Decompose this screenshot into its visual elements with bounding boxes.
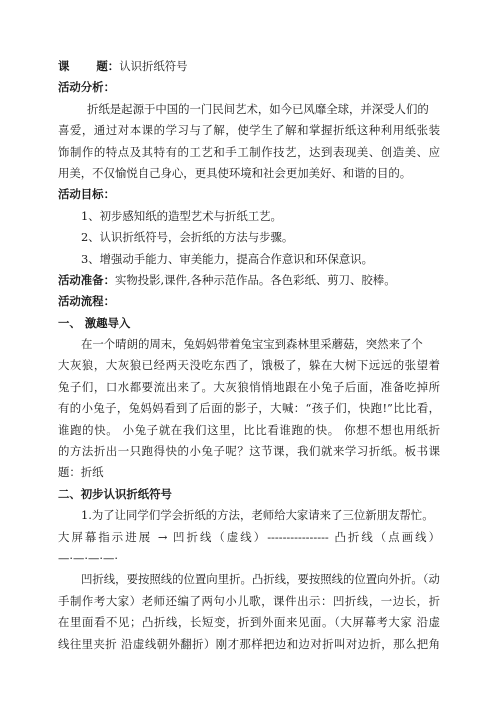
section1-line: 题：折纸 xyxy=(58,465,104,480)
goal-item: 2、认识折纸符号，会折纸的方法与步骤。 xyxy=(81,230,294,245)
section1-line: 兔子们，口水都要流出来了。大灰狼悄悄地跟在小兔子后面，准备吃掉所 xyxy=(58,379,440,394)
section2-heading: 二、初步认识折纸符号 xyxy=(58,486,172,501)
section2-line: 在里面看不见；凸折线，长短变，折到外面来见面。（大屏幕考大家 沿虚 xyxy=(58,615,440,630)
analysis-line: 饰制作的特点及其特有的工艺和手工制作技艺，达到表现美、创造美、应 xyxy=(58,144,440,159)
title-value: 认识折纸符号 xyxy=(119,59,188,73)
goal-item: 1、初步感知纸的造型艺术与折纸工艺。 xyxy=(81,208,282,223)
prep-line xyxy=(58,270,440,291)
section1-line: 的方法折出一只跑得快的小兔子呢？这节课，我们就来学习折纸。板书课 xyxy=(58,444,440,459)
goals-heading: 活动目标： xyxy=(58,187,115,202)
section2-line: 手制作考大家）老师还编了两句小儿歌，课件出示：凹折线，一边长，折 xyxy=(58,593,440,608)
section1-line: 谁跑的快。 小兔子就在我们这里，比比看谁跑的快。 你想不想也用纸折 xyxy=(58,422,440,437)
section2-line: 1.为了让同学们学会折纸的方法，老师给大家请来了三位新朋友帮忙。 xyxy=(81,508,434,523)
analysis-line: 喜爱，通过对本课的学习与了解，使学生了解和掌握折纸这种利用纸张装 xyxy=(58,123,440,138)
section2-line: 线往里夹折 沿虚线朝外翻折）刚才那样把边和边对折叫对边折，那么把角 xyxy=(58,636,440,651)
prep-text: 实物投影,课件,各种示范作品。各色彩纸、剪刀、胶棒。 xyxy=(114,272,396,287)
prep-heading: 活动准备： xyxy=(58,272,115,287)
section1-heading: 一、 激趣导入 xyxy=(58,315,131,330)
section1-line: 大灰狼，大灰狼已经两天没吃东西了，饿极了，躲在大树下远远的张望着 xyxy=(58,358,440,373)
title-line xyxy=(58,56,440,77)
goal-item: 3、增强动手能力、审美能力，提高合作意识和环保意识。 xyxy=(81,251,374,266)
title-label-a: 课 xyxy=(58,59,70,73)
analysis-line: 折纸是起源于中国的一门民间艺术，如今已风靡全球，并深受人们的 xyxy=(87,101,429,116)
section2-line: 大屏幕指示进展 → 凹折线（虚线）---------------- 凸折线（点画线） xyxy=(58,529,440,544)
document-body xyxy=(58,56,440,655)
flow-heading: 活动流程： xyxy=(58,294,115,309)
analysis-line: 用美，不仅愉悦自己身心，更具使环境和社会更加美好、和谐的目的。 xyxy=(58,165,412,180)
title-label-b: 题： xyxy=(96,59,120,73)
section1-line: 有的小兔子，兔妈妈看到了后面的影子，大喊：“孩子们，快跑!”比比看， xyxy=(58,401,440,416)
section1-line: 在一个晴朗的周末，兔妈妈带着兔宝宝到森林里采蘑菇，突然来了个 xyxy=(81,337,423,352)
analysis-heading: 活动分析： xyxy=(58,80,115,95)
section2-line: 凹折线，要按照线的位置向里折。凸折线，要按照线的位置向外折。（动 xyxy=(81,572,440,587)
section2-line: —·—·—·—· xyxy=(58,550,119,565)
